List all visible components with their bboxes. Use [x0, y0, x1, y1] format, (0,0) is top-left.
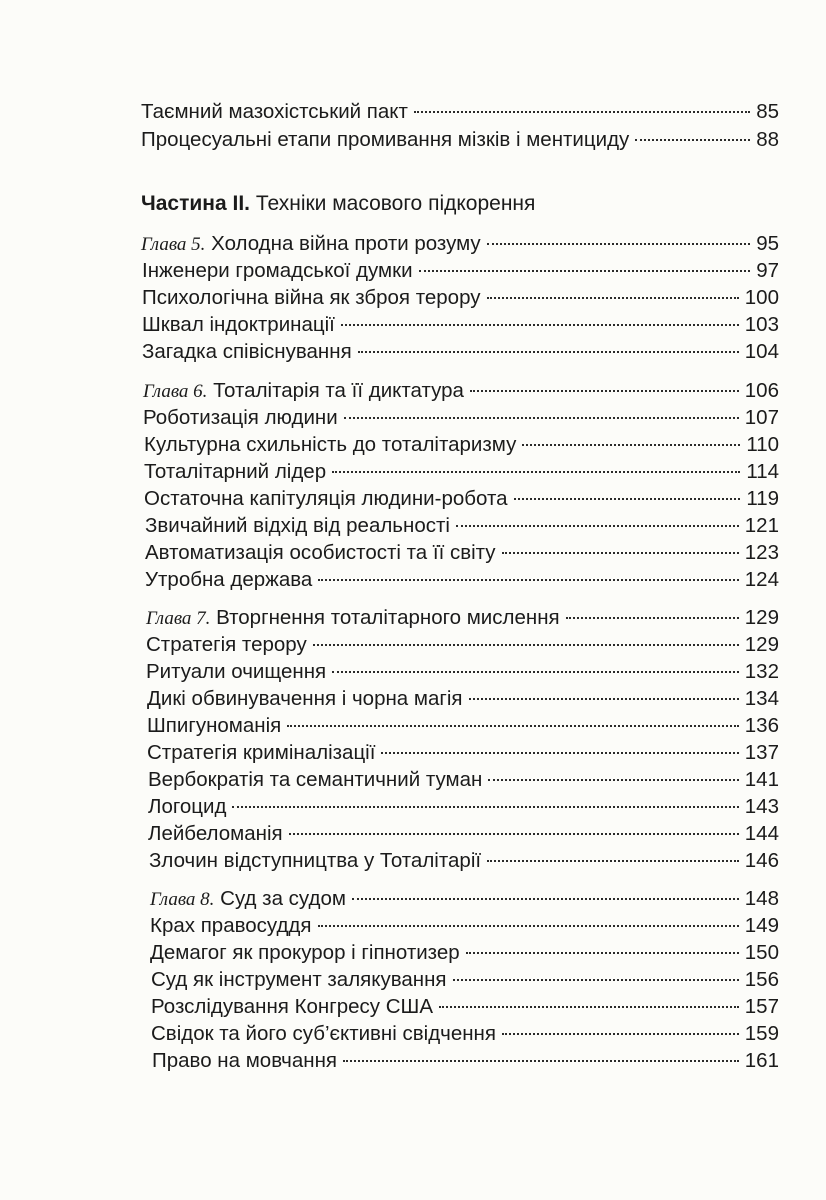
entry-title: Процесуальні етапи промивання мізків і ментициду	[141, 128, 630, 151]
entry-page: 137	[744, 741, 779, 764]
part-label: Частина II.	[141, 192, 251, 215]
entry-page: 143	[744, 795, 779, 818]
chapter-page: 95	[756, 232, 779, 255]
toc-entry	[147, 686, 779, 712]
dot-leader	[470, 390, 739, 392]
toc-entry	[150, 913, 779, 939]
dot-leader	[466, 952, 739, 954]
entry-page: 124	[744, 568, 779, 591]
dot-leader	[439, 1006, 739, 1008]
entry-page: 121	[744, 514, 779, 537]
dot-leader	[487, 860, 739, 862]
entry-title: Шквал індоктринації	[142, 313, 335, 336]
toc-entry	[147, 740, 779, 766]
chapter-page: 106	[744, 379, 779, 402]
part-title: Техніки масового підкорення	[250, 192, 536, 215]
toc-entry	[142, 339, 779, 365]
entry-title: Демагог як прокурор і гіпнотизер	[150, 941, 460, 964]
entry-title: Психологічна війна як зброя терору	[142, 286, 481, 309]
dot-leader	[332, 471, 740, 473]
dot-leader	[341, 324, 739, 326]
entry-title: Стратегія криміналізації	[147, 741, 376, 764]
entry-title: Роботизація людини	[143, 406, 338, 429]
toc-entry	[150, 940, 779, 966]
dot-leader	[343, 1060, 739, 1062]
dot-leader	[419, 270, 751, 272]
toc-entry	[145, 540, 779, 566]
toc-entry	[141, 99, 779, 125]
chapter-entry	[150, 886, 779, 913]
entry-title: Крах правосуддя	[150, 914, 312, 937]
dot-leader	[502, 1033, 739, 1035]
entry-title: Логоцид	[148, 795, 227, 818]
entry-page: 159	[744, 1022, 779, 1045]
chapter-entry	[141, 231, 779, 258]
toc-entry	[149, 848, 779, 874]
dot-leader	[414, 111, 750, 113]
dot-leader	[566, 617, 739, 619]
chapter-title: Тоталітарія та її диктатура	[207, 379, 464, 402]
entry-page: 88	[756, 128, 779, 151]
chapter-title: Вторгнення тоталітарного мислення	[210, 606, 560, 629]
chapter-label: Глава 7.	[146, 608, 211, 629]
entry-page: 107	[744, 406, 779, 429]
entry-page: 104	[744, 340, 779, 363]
entry-page: 150	[744, 941, 779, 964]
dot-leader	[522, 444, 740, 446]
entry-page: 132	[744, 660, 779, 683]
entry-page: 136	[744, 714, 779, 737]
chapter-title: Суд за судом	[214, 887, 346, 910]
entry-page: 141	[744, 768, 779, 791]
dot-leader	[487, 243, 751, 245]
entry-title: Звичайний відхід від реальності	[145, 514, 450, 537]
dot-leader	[289, 833, 739, 835]
entry-title: Суд як інструмент залякування	[151, 968, 447, 991]
toc-entry	[151, 967, 779, 993]
entry-title: Остаточна капітуляція людини-робота	[144, 487, 508, 510]
chapter-entry	[146, 605, 779, 632]
dot-leader	[514, 498, 741, 500]
entry-title: Культурна схильність до тоталітаризму	[144, 433, 517, 456]
entry-title: Утробна держава	[145, 568, 313, 591]
entry-page: 100	[744, 286, 779, 309]
chapter-label: Глава 8.	[150, 889, 215, 910]
toc-entry	[142, 285, 779, 311]
toc-entry	[143, 405, 779, 431]
dot-leader	[332, 671, 739, 673]
entry-page: 85	[756, 100, 779, 123]
dot-leader	[381, 752, 738, 754]
toc-entry	[144, 486, 779, 512]
toc-entry	[141, 127, 779, 153]
entry-page: 149	[744, 914, 779, 937]
entry-title: Дикі обвинувачення і чорна магія	[147, 687, 463, 710]
entry-title: Свідок та його суб’єктивні свідчення	[151, 1022, 496, 1045]
entry-page: 157	[744, 995, 779, 1018]
toc-entry	[142, 312, 779, 338]
dot-leader	[287, 725, 739, 727]
entry-title: Розслідування Конгресу США	[151, 995, 433, 1018]
toc-entry	[151, 1021, 779, 1047]
dot-leader	[318, 579, 738, 581]
entry-title: Лейбеломанія	[148, 822, 283, 845]
dot-leader	[487, 297, 739, 299]
entry-page: 134	[744, 687, 779, 710]
entry-page: 97	[756, 259, 779, 282]
entry-title: Тоталітарний лідер	[144, 460, 327, 483]
entry-page: 114	[746, 460, 779, 483]
toc-entry	[145, 567, 779, 593]
entry-page: 119	[746, 487, 779, 510]
chapter-title: Холодна війна проти розуму	[205, 232, 481, 255]
toc-entry	[148, 794, 779, 820]
entry-page: 146	[744, 849, 779, 872]
entry-title: Ритуали очищення	[146, 660, 327, 683]
entry-title: Загадка співіснування	[142, 340, 352, 363]
dot-leader	[502, 552, 739, 554]
toc-entry	[144, 432, 779, 458]
entry-page: 129	[744, 633, 779, 656]
chapter-page: 148	[744, 887, 779, 910]
chapter-page: 129	[744, 606, 779, 629]
dot-leader	[352, 898, 739, 900]
dot-leader	[344, 417, 739, 419]
chapter-entry	[143, 378, 779, 405]
dot-leader	[453, 979, 739, 981]
dot-leader	[456, 525, 739, 527]
toc-entry	[148, 821, 779, 847]
dot-leader	[318, 925, 739, 927]
entry-title: Таємний мазохістський пакт	[141, 100, 408, 123]
entry-title: Інженери громадської думки	[142, 259, 413, 282]
toc-entry	[147, 713, 779, 739]
entry-title: Злочин відступництва у Тоталітарії	[149, 849, 482, 872]
toc-entry	[144, 459, 779, 485]
toc-entry	[146, 659, 779, 685]
chapter-label: Глава 5.	[141, 234, 206, 255]
entry-page: 110	[746, 433, 779, 456]
dot-leader	[635, 139, 750, 141]
entry-title: Стратегія терору	[146, 633, 307, 656]
toc-entry	[145, 513, 779, 539]
toc-entry	[152, 1048, 779, 1074]
dot-leader	[232, 806, 738, 808]
part-heading	[141, 190, 535, 218]
chapter-label: Глава 6.	[143, 381, 208, 402]
toc-entry	[148, 767, 779, 793]
toc-entry	[151, 994, 779, 1020]
dot-leader	[469, 698, 739, 700]
dot-leader	[313, 644, 739, 646]
entry-title: Вербократія та семантичний туман	[148, 768, 483, 791]
entry-page: 103	[744, 313, 779, 336]
entry-title: Шпигуноманія	[147, 714, 282, 737]
entry-title: Автоматизація особистості та її світу	[145, 541, 496, 564]
toc-entry	[142, 258, 779, 284]
entry-page: 156	[744, 968, 779, 991]
dot-leader	[488, 779, 738, 781]
entry-title: Право на мовчання	[152, 1049, 338, 1072]
toc-entry	[146, 632, 779, 658]
dot-leader	[358, 351, 739, 353]
entry-page: 123	[744, 541, 779, 564]
entry-page: 144	[744, 822, 779, 845]
entry-page: 161	[744, 1049, 779, 1072]
